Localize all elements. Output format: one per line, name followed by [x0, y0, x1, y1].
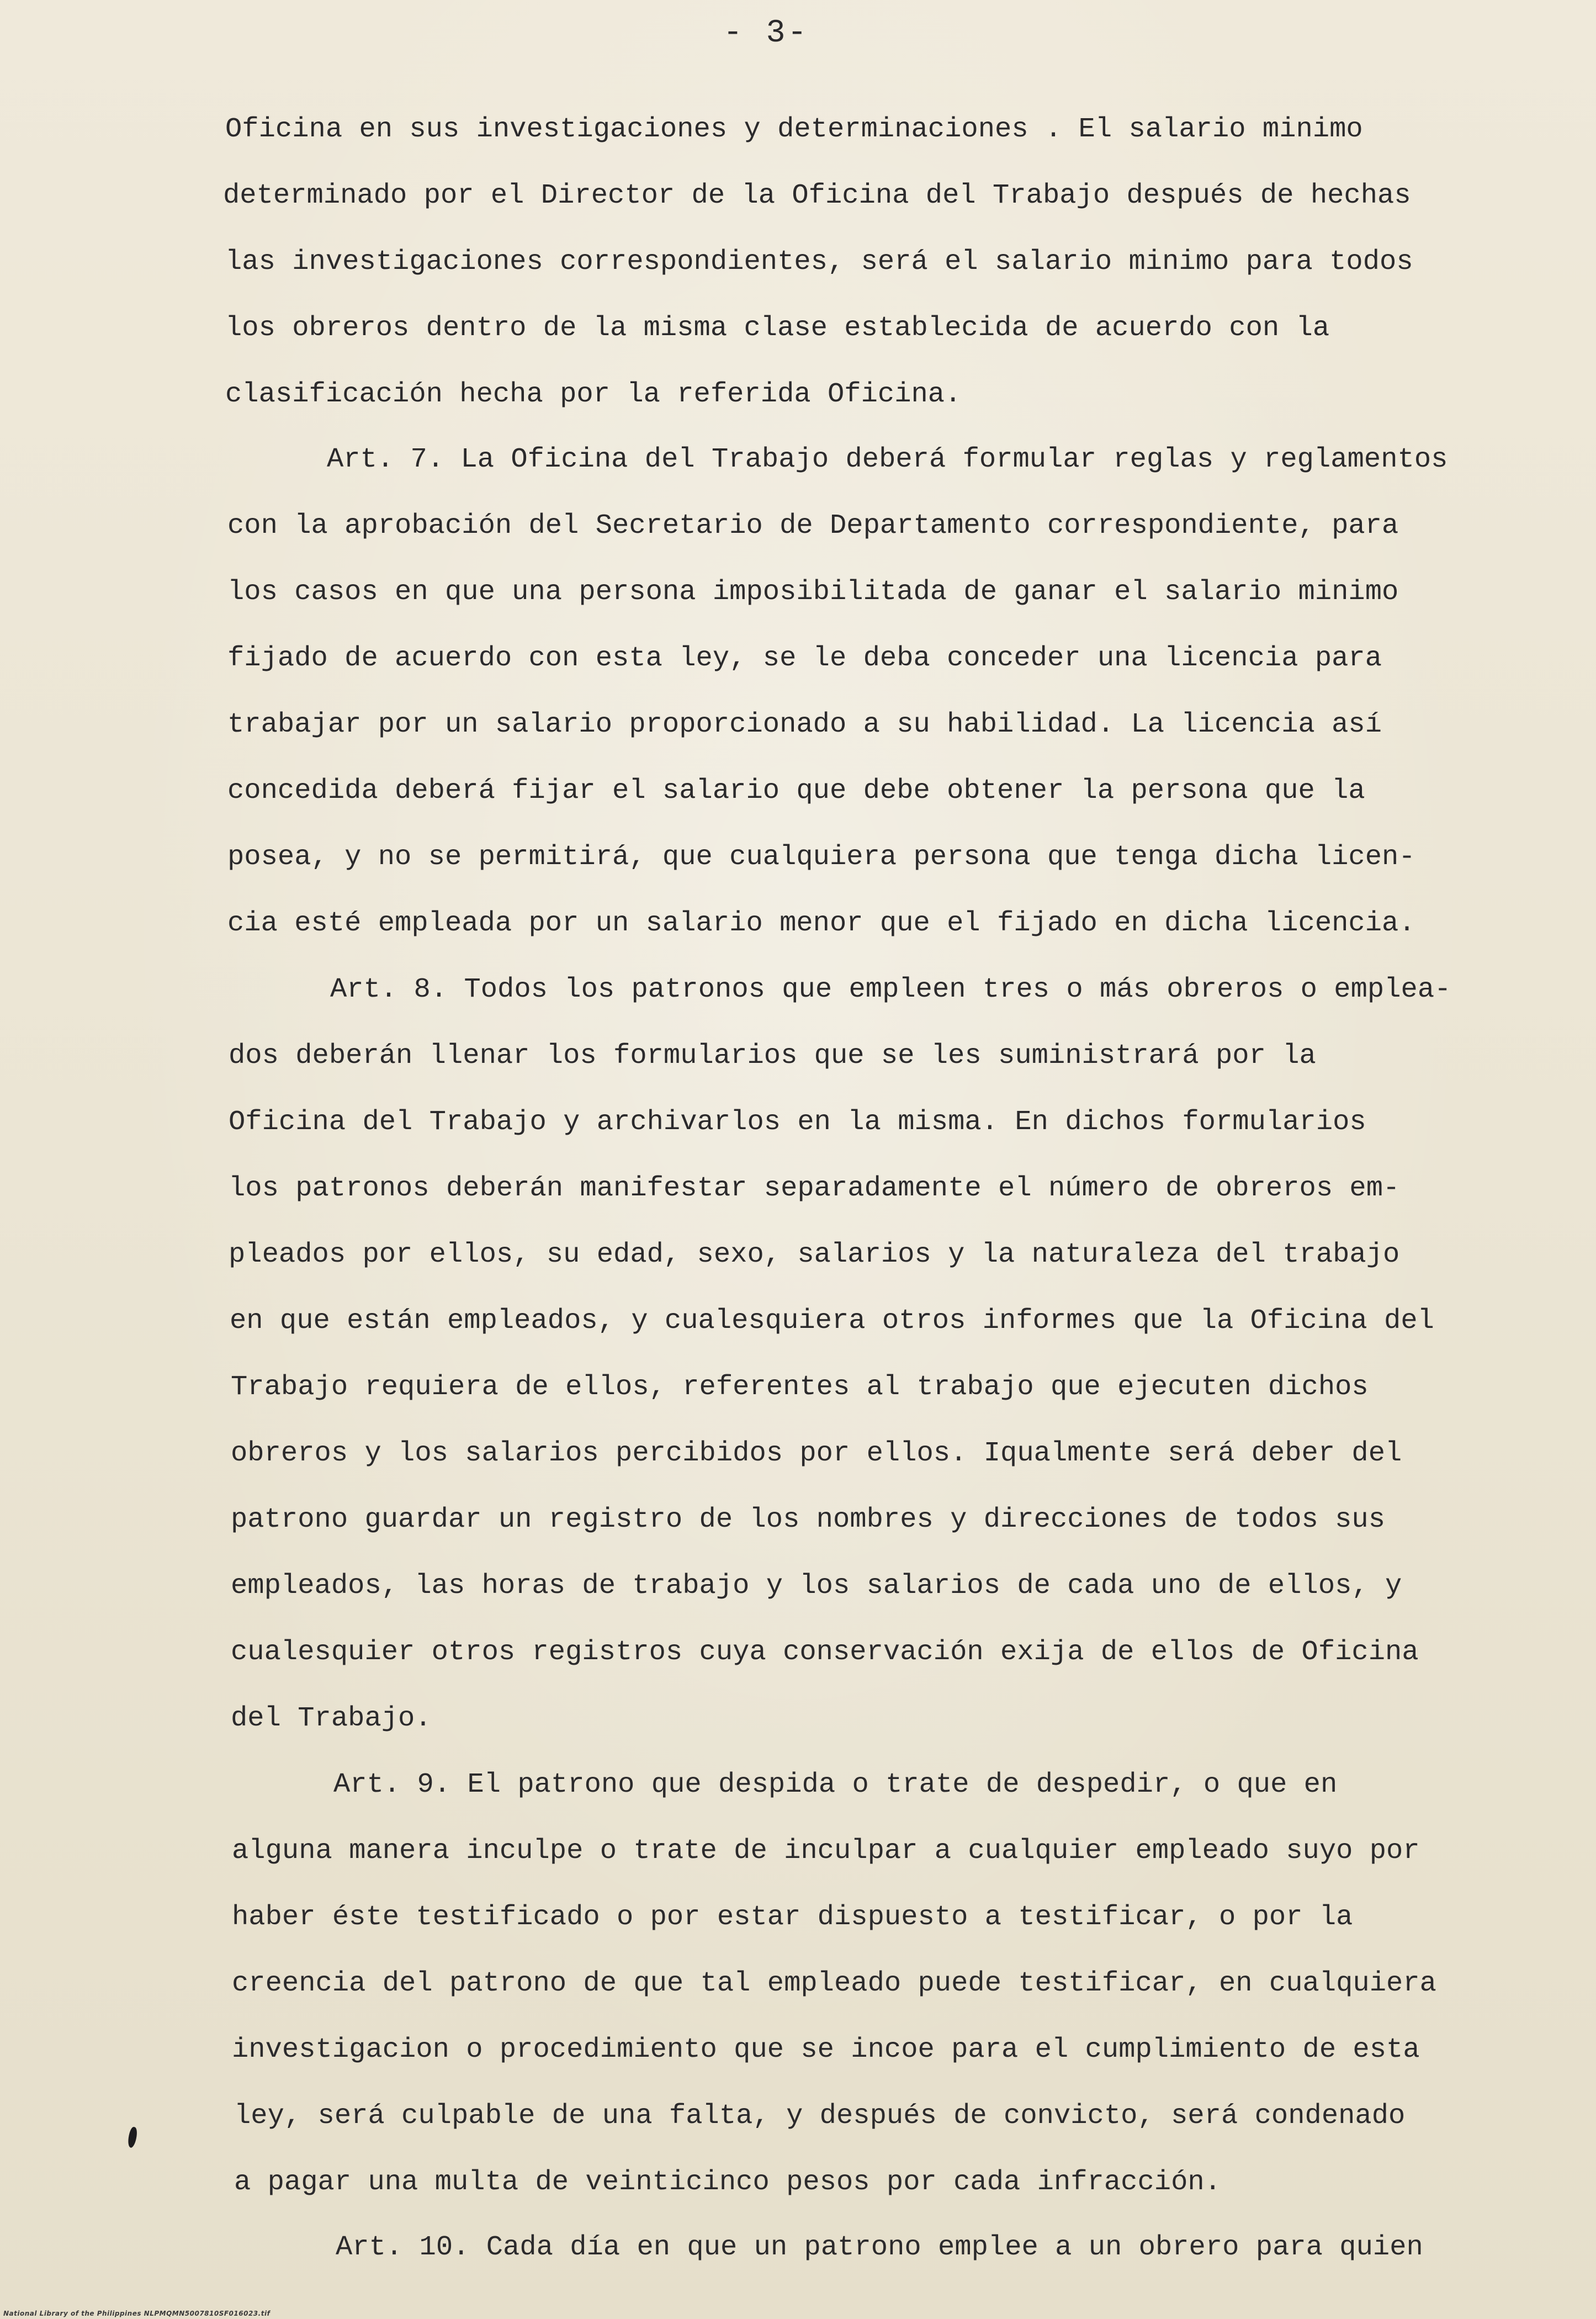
- ink-mark: [126, 2126, 139, 2148]
- text-line: los patronos deberán manifestar separadamente el número de obreros em-: [229, 1173, 1400, 1204]
- text-line: las investigaciones correspondientes, será el salario minimo para todos: [225, 246, 1413, 278]
- text-line: haber éste testificado o por estar dispuesto a testificar, o por la: [232, 1902, 1353, 1933]
- article-7-heading-line: Art. 7. La Oficina del Trabajo deberá formular reglas y reglamentos: [327, 444, 1448, 475]
- text-line: obreros y los salarios percibidos por ellos. Iqualmente será deber del: [231, 1438, 1402, 1469]
- text-line: creencia del patrono de que tal empleado puede testificar, en cualquiera: [232, 1968, 1436, 1999]
- article-8-heading-line: Art. 8. Todos los patronos que empleen tres o más obreros o emplea-: [330, 974, 1451, 1005]
- text-line: a pagar una multa de veinticinco pesos por cada infracción.: [234, 2167, 1221, 2198]
- text-line: del Trabajo.: [231, 1703, 432, 1734]
- text-line: determinado por el Director de la Oficina del Trabajo después de hechas: [223, 180, 1411, 211]
- text-line: Trabajo requiera de ellos, referentes al trabajo que ejecuten dichos: [231, 1372, 1369, 1403]
- text-line: cia esté empleada por un salario menor que el fijado en dicha licencia.: [227, 908, 1415, 939]
- page-number: - 3-: [723, 15, 809, 51]
- text-line: patrono guardar un registro de los nombres y direcciones de todos sus: [231, 1504, 1386, 1536]
- text-line: en que están empleados, y cualesquiera otros informes que la Oficina del: [230, 1305, 1434, 1337]
- text-line: con la aprobación del Secretario de Departamento correspondiente, para: [227, 510, 1399, 542]
- text-line: empleados, las horas de trabajo y los salarios de cada uno de ellos, y: [231, 1570, 1402, 1602]
- text-line: trabajar por un salario proporcionado a su habilidad. La licencia así: [227, 709, 1382, 740]
- text-line: posea, y no se permitirá, que cualquiera persona que tenga dicha licen-: [227, 841, 1415, 873]
- text-line: fijado de acuerdo con esta ley, se le deba conceder una licencia para: [227, 643, 1382, 674]
- article-10-heading-line: Art. 10. Cada día en que un patrono emplee a un obrero para quien: [336, 2232, 1423, 2263]
- text-line: los casos en que una persona imposibilitada de ganar el salario minimo: [227, 576, 1399, 608]
- text-line: dos deberán llenar los formularios que se les suministrará por la: [229, 1040, 1316, 1072]
- text-line: los obreros dentro de la misma clase establecida de acuerdo con la: [225, 313, 1330, 344]
- text-line: clasificación hecha por la referida Oficina.: [225, 379, 962, 410]
- text-line: Oficina del Trabajo y archivarlos en la misma. En dichos formularios: [229, 1106, 1366, 1138]
- text-line: concedida deberá fijar el salario que debe obtener la persona que la: [227, 775, 1365, 807]
- text-line: cualesquier otros registros cuya conservación exija de ellos de Oficina: [231, 1637, 1419, 1668]
- text-line: ley, será culpable de una falta, y después de convicto, será condenado: [234, 2100, 1406, 2132]
- archive-footer: National Library of the Philippines NLPMQMN5007810SF016023.tif: [3, 2310, 271, 2317]
- article-9-heading-line: Art. 9. El patrono que despida o trate de despedir, o que en: [333, 1769, 1338, 1801]
- text-line: alguna manera inculpe o trate de inculpar a cualquier empleado suyo por: [232, 1835, 1420, 1867]
- text-line: pleados por ellos, su edad, sexo, salarios y la naturaleza del trabajo: [229, 1239, 1400, 1270]
- text-line: investigacion o procedimiento que se incoe para el cumplimiento de esta: [232, 2034, 1420, 2066]
- text-line: Oficina en sus investigaciones y determinaciones . El salario minimo: [225, 114, 1363, 145]
